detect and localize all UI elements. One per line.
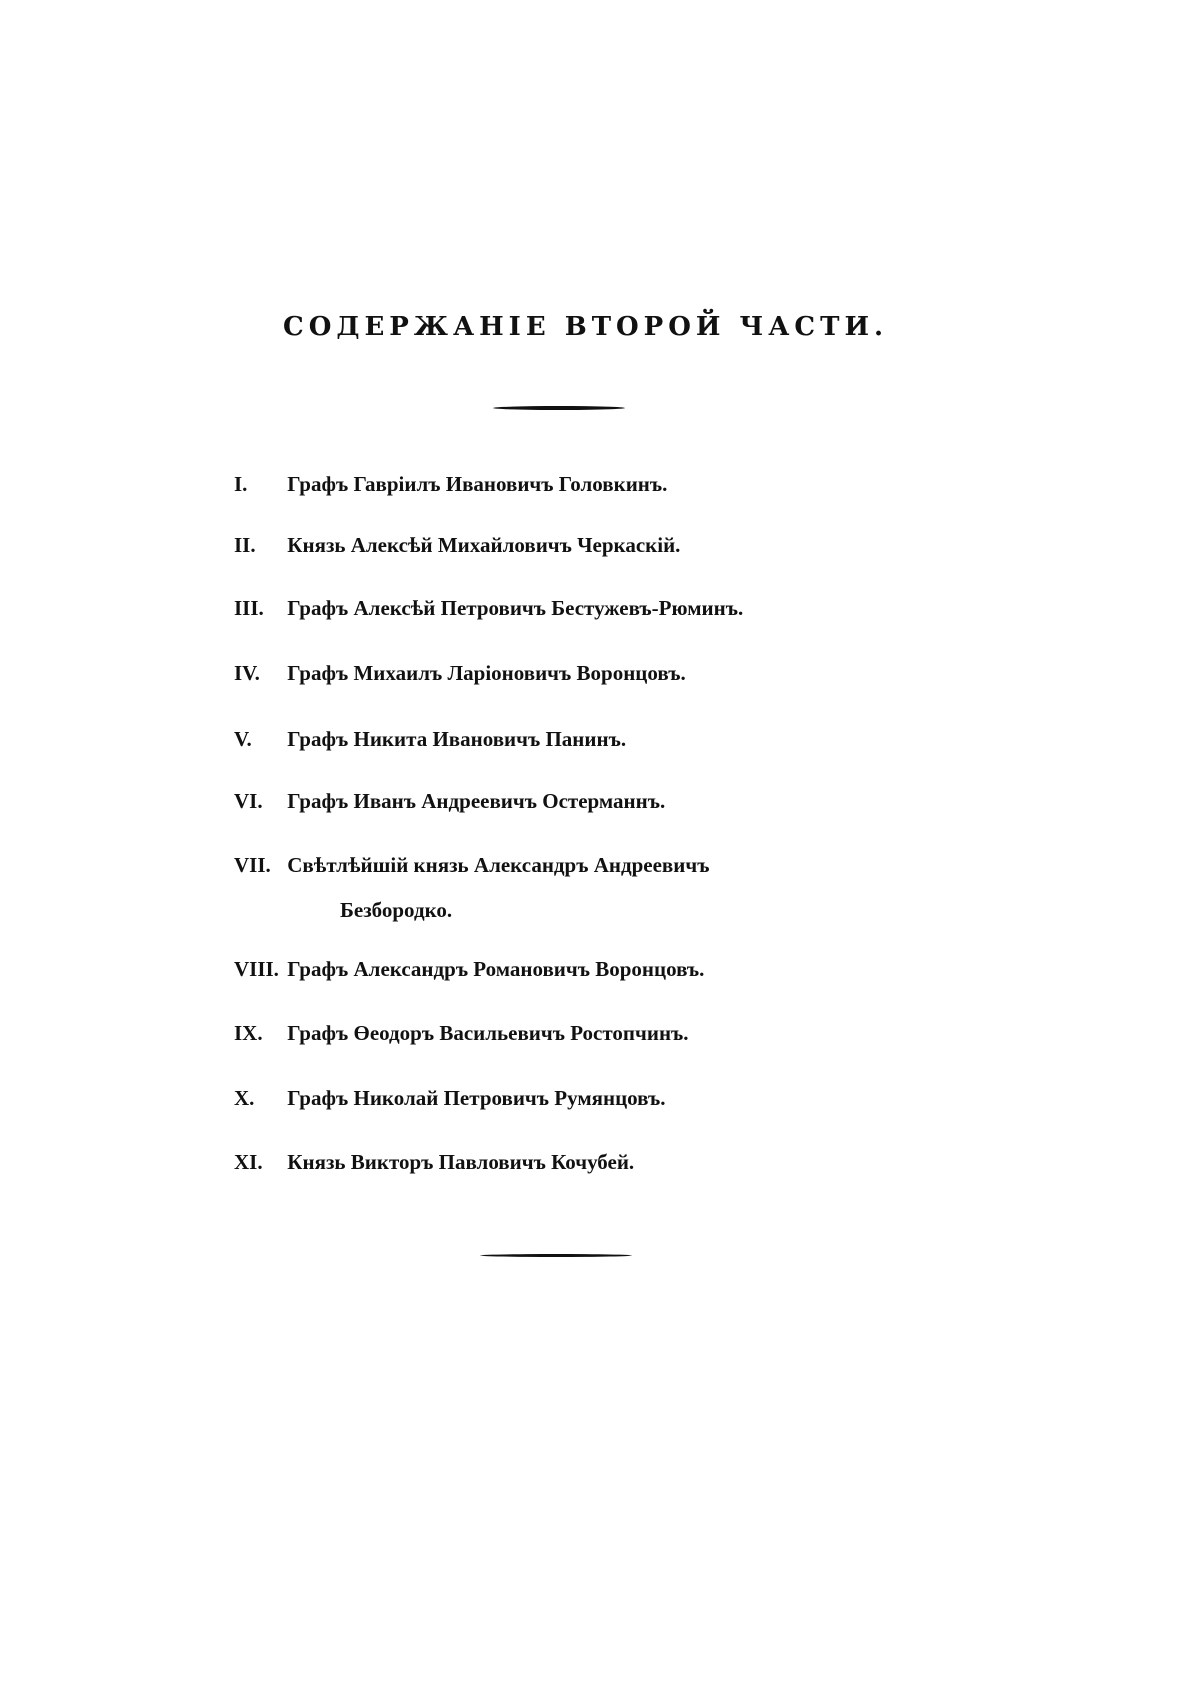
entry-text: Князь Алексѣй Михайловичъ Черкаскій. [287,533,681,557]
entry-text: Графъ Никита Ивановичъ Панинъ. [287,727,627,751]
toc-entry [234,596,743,621]
toc-entry [234,727,626,752]
divider-bottom [480,1254,632,1257]
toc-entry [234,1021,689,1046]
entry-continuation: Безбородко. [340,898,453,922]
toc-entry [234,533,680,558]
entry-text: Графъ Александръ Романовичъ Воронцовъ. [287,957,705,981]
toc-entry [234,472,667,497]
divider-top [493,406,625,410]
entry-text: Свѣтлѣйшій князь Александръ Андреевичъ [287,853,710,877]
toc-entry [234,1086,665,1111]
entry-text: Графъ Николай Петровичъ Румянцовъ. [287,1086,666,1110]
toc-entry [234,853,709,878]
entry-number: VIII. [234,957,279,981]
entry-number: VII. [234,853,271,877]
entry-number: IV. [234,661,260,685]
toc-entry [234,661,686,686]
entry-text: Графъ Өеодоръ Васильевичъ Ростопчинъ. [287,1021,689,1045]
entry-number: V. [234,727,252,751]
entry-number: IX. [234,1021,263,1045]
entry-text: Графъ Гавріилъ Ивановичъ Головкинъ. [287,472,668,496]
entry-number: I. [234,472,248,496]
entry-number: X. [234,1086,255,1110]
entry-number: XI. [234,1150,263,1174]
toc-entry [234,1150,634,1175]
entry-text: Князь Викторъ Павловичъ Кочубей. [287,1150,635,1174]
entry-number: III. [234,596,264,620]
entry-number: VI. [234,789,263,813]
entry-text: Графъ Алексѣй Петровичъ Бестужевъ-Рюминъ. [287,596,744,620]
entry-text: Графъ Иванъ Андреевичъ Остерманнъ. [287,789,666,813]
toc-entry [234,957,704,982]
entry-text: Графъ Михаилъ Ларіоновичъ Воронцовъ. [287,661,686,685]
page-title: СОДЕРЖАНІЕ ВТОРОЙ ЧАСТИ. [283,312,889,342]
entry-number: II. [234,533,256,557]
toc-entry [234,789,665,814]
